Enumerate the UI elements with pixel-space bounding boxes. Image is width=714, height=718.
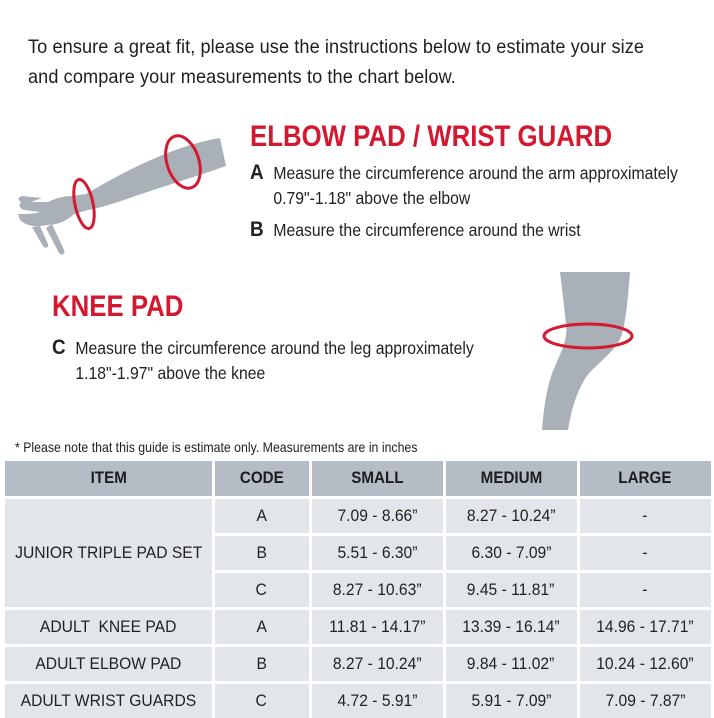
item-cell: ADULT ELBOW PAD (5, 646, 213, 683)
table-row (5, 646, 711, 683)
arm-illustration (12, 128, 227, 263)
large-cell: 10.24 - 12.60” (578, 646, 711, 683)
intro-line-1: To ensure a great fit, please use the instructions below to estimate your size (28, 32, 660, 62)
medium-cell: 6.30 - 7.09” (444, 535, 578, 572)
medium-cell: 5.91 - 7.09” (444, 683, 578, 718)
medium-cell: 9.45 - 11.81” (444, 572, 578, 609)
header-medium: MEDIUM (444, 461, 578, 498)
code-cell: B (213, 535, 310, 572)
table-row (5, 683, 711, 718)
code-cell: A (213, 498, 310, 535)
instruction-a-line2: 0.79"-1.18" above the elbow (250, 186, 678, 211)
small-cell: 8.27 - 10.24” (310, 646, 444, 683)
medium-cell: 8.27 - 10.24” (444, 498, 578, 535)
code-c-label: C (52, 335, 75, 360)
header-large: LARGE (578, 461, 711, 498)
finger-shape-2 (32, 226, 48, 248)
large-cell: - (578, 498, 711, 535)
instruction-c (52, 335, 474, 386)
header-small: SMALL (310, 461, 444, 498)
instruction-c-line2: 1.18"-1.97" above the knee (52, 361, 474, 386)
instruction-a-line1: Measure the circumference around the arm approximately (273, 163, 677, 183)
intro-text (28, 32, 660, 92)
small-cell: 5.51 - 6.30” (310, 535, 444, 572)
junior-item-cell: JUNIOR TRIPLE PAD SET (5, 498, 213, 609)
finger-shape (46, 224, 65, 254)
estimate-note: * Please note that this guide is estimate only. Measurements are in inches (15, 439, 417, 455)
leg-illustration (530, 268, 650, 433)
instruction-b-line1: Measure the circumference around the wrist (273, 220, 580, 240)
code-cell: B (213, 646, 310, 683)
item-cell: ADULT KNEE PAD (5, 609, 213, 646)
instruction-c-line1: Measure the circumference around the leg approximately (75, 338, 473, 358)
large-cell: - (578, 572, 711, 609)
table-header-row (5, 461, 711, 498)
medium-cell: 9.84 - 11.02” (444, 646, 578, 683)
size-chart-table (5, 461, 711, 718)
large-cell: 7.09 - 7.87” (578, 683, 711, 718)
large-cell: - (578, 535, 711, 572)
table-row (5, 609, 711, 646)
header-code: CODE (213, 461, 310, 498)
item-cell: ADULT WRIST GUARDS (5, 683, 213, 718)
large-cell: 14.96 - 17.71” (578, 609, 711, 646)
elbow-wrist-title: ELBOW PAD / WRIST GUARD (250, 120, 612, 154)
header-item: ITEM (5, 461, 213, 498)
code-cell: A (213, 609, 310, 646)
leg-shape (542, 272, 630, 430)
knee-pad-title: KNEE PAD (52, 290, 183, 324)
code-b-label: B (250, 217, 273, 242)
small-cell: 4.72 - 5.91” (310, 683, 444, 718)
code-cell: C (213, 683, 310, 718)
instruction-a (250, 160, 678, 211)
small-cell: 8.27 - 10.63” (310, 572, 444, 609)
medium-cell: 13.39 - 16.14” (444, 609, 578, 646)
intro-line-2: and compare your measurements to the chart below. (28, 62, 660, 92)
code-cell: C (213, 572, 310, 609)
small-cell: 11.81 - 14.17” (310, 609, 444, 646)
table-row (5, 498, 711, 535)
code-a-label: A (250, 160, 273, 185)
instruction-b (250, 217, 581, 243)
small-cell: 7.09 - 8.66” (310, 498, 444, 535)
